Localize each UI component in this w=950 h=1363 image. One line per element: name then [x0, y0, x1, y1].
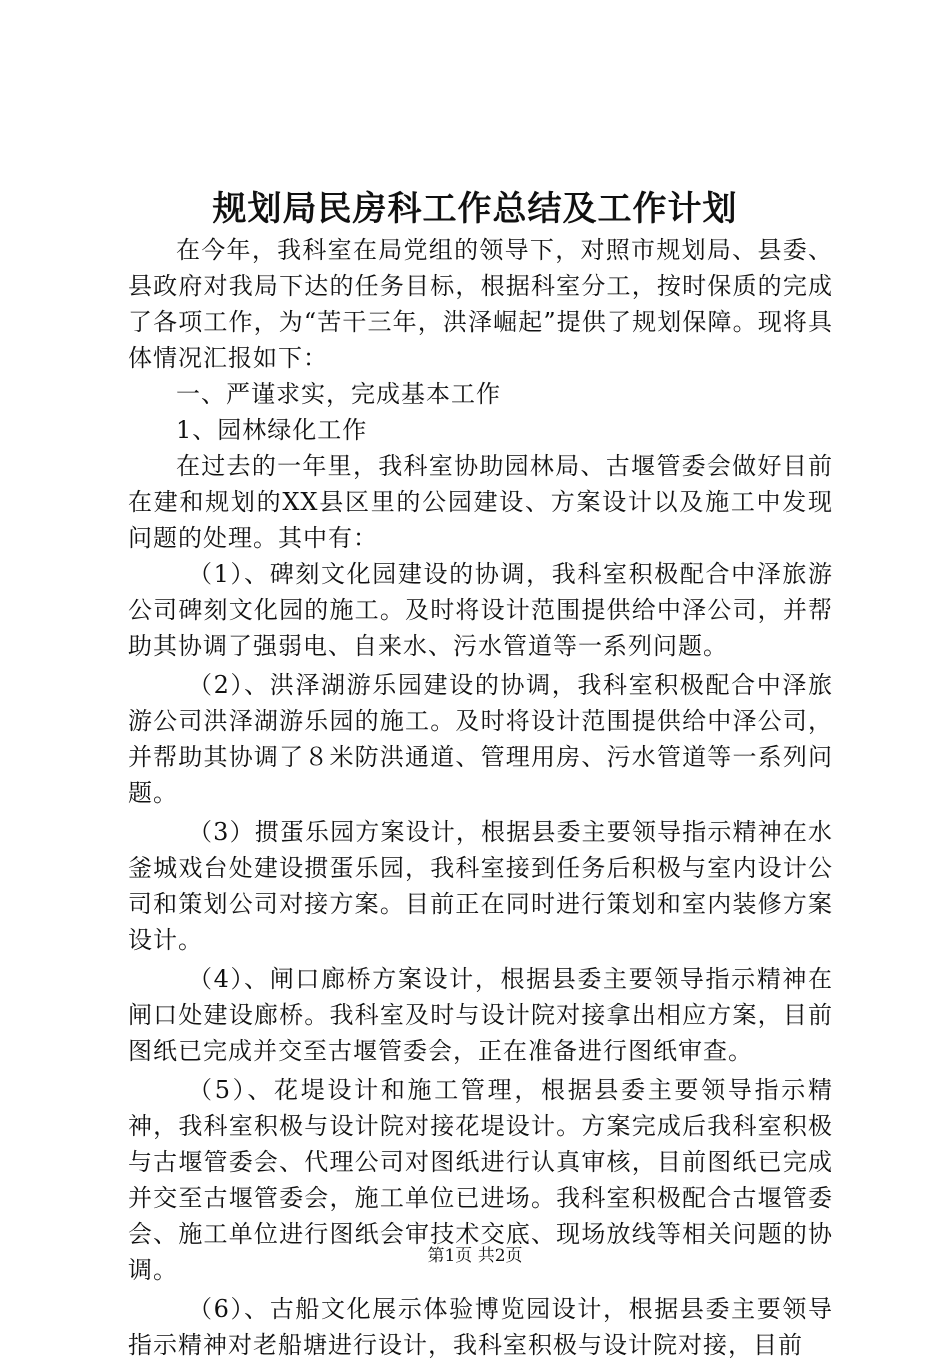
section-heading: 一、严谨求实，完成基本工作: [176, 380, 501, 408]
list-item: （5）、花堤设计和施工管理，根据县委主要领导指示精神，我科室积极与设计院对接花堤设计。方案完成后我科室积极与古堰管委会、代理公司对图纸进行认真审核，目前图纸已完成并交至古堰管委会，施工单位已进场。我科室积极配合古堰管委会、施工单位进行图纸会审技术交底、现场放线等相关问题的协调。: [128, 1076, 833, 1284]
subsection-heading: 1、园林绿化工作: [176, 416, 368, 444]
intro-paragraph: 在今年，我科室在局党组的领导下，对照市规划局、县委、县政府对我局下达的任务目标，根据科室分工，按时保质的完成了各项工作，为“苦干三年，洪泽崛起”提供了规划保障。现将具体情况汇报如下：: [128, 236, 833, 372]
list-item: （3）掼蛋乐园方案设计，根据县委主要领导指示精神在水釜城戏台处建设掼蛋乐园，我科室接到任务后积极与室内设计公司和策划公司对接方案。目前正在同时进行策划和室内装修方案设计。: [128, 818, 833, 954]
list-item: （4）、闸口廊桥方案设计，根据县委主要领导指示精神在闸口处建设廊桥。我科室及时与设计院对接拿出相应方案，目前图纸已完成并交至古堰管委会，正在准备进行图纸审查。: [128, 965, 833, 1065]
document-title: 规划局民房科工作总结及工作计划: [212, 189, 738, 229]
list-item: （2）、洪泽湖游乐园建设的协调，我科室积极配合中泽旅游公司洪泽湖游乐园的施工。及时将设计范围提供给中泽公司，并帮助其协调了８米防洪通道、管理用房、污水管道等一系列问题。: [128, 671, 833, 807]
page-footer: 第1页 共2页: [427, 1246, 523, 1266]
document-body: [128, 232, 833, 1363]
list-item: （1）、碑刻文化园建设的协调，我科室积极配合中泽旅游公司碑刻文化园的施工。及时将设计范围提供给中泽公司，并帮助其协调了强弱电、自来水、污水管道等一系列问题。: [128, 560, 833, 660]
body-paragraph: 在过去的一年里，我科室协助园林局、古堰管委会做好目前在建和规划的XX县区里的公园建设、方案设计以及施工中发现问题的处理。其中有：: [128, 452, 833, 552]
list-item: （6）、古船文化展示体验博览园设计，根据县委主要领导指示精神对老船塘进行设计，我科室积极与设计院对接，目前: [128, 1295, 833, 1359]
